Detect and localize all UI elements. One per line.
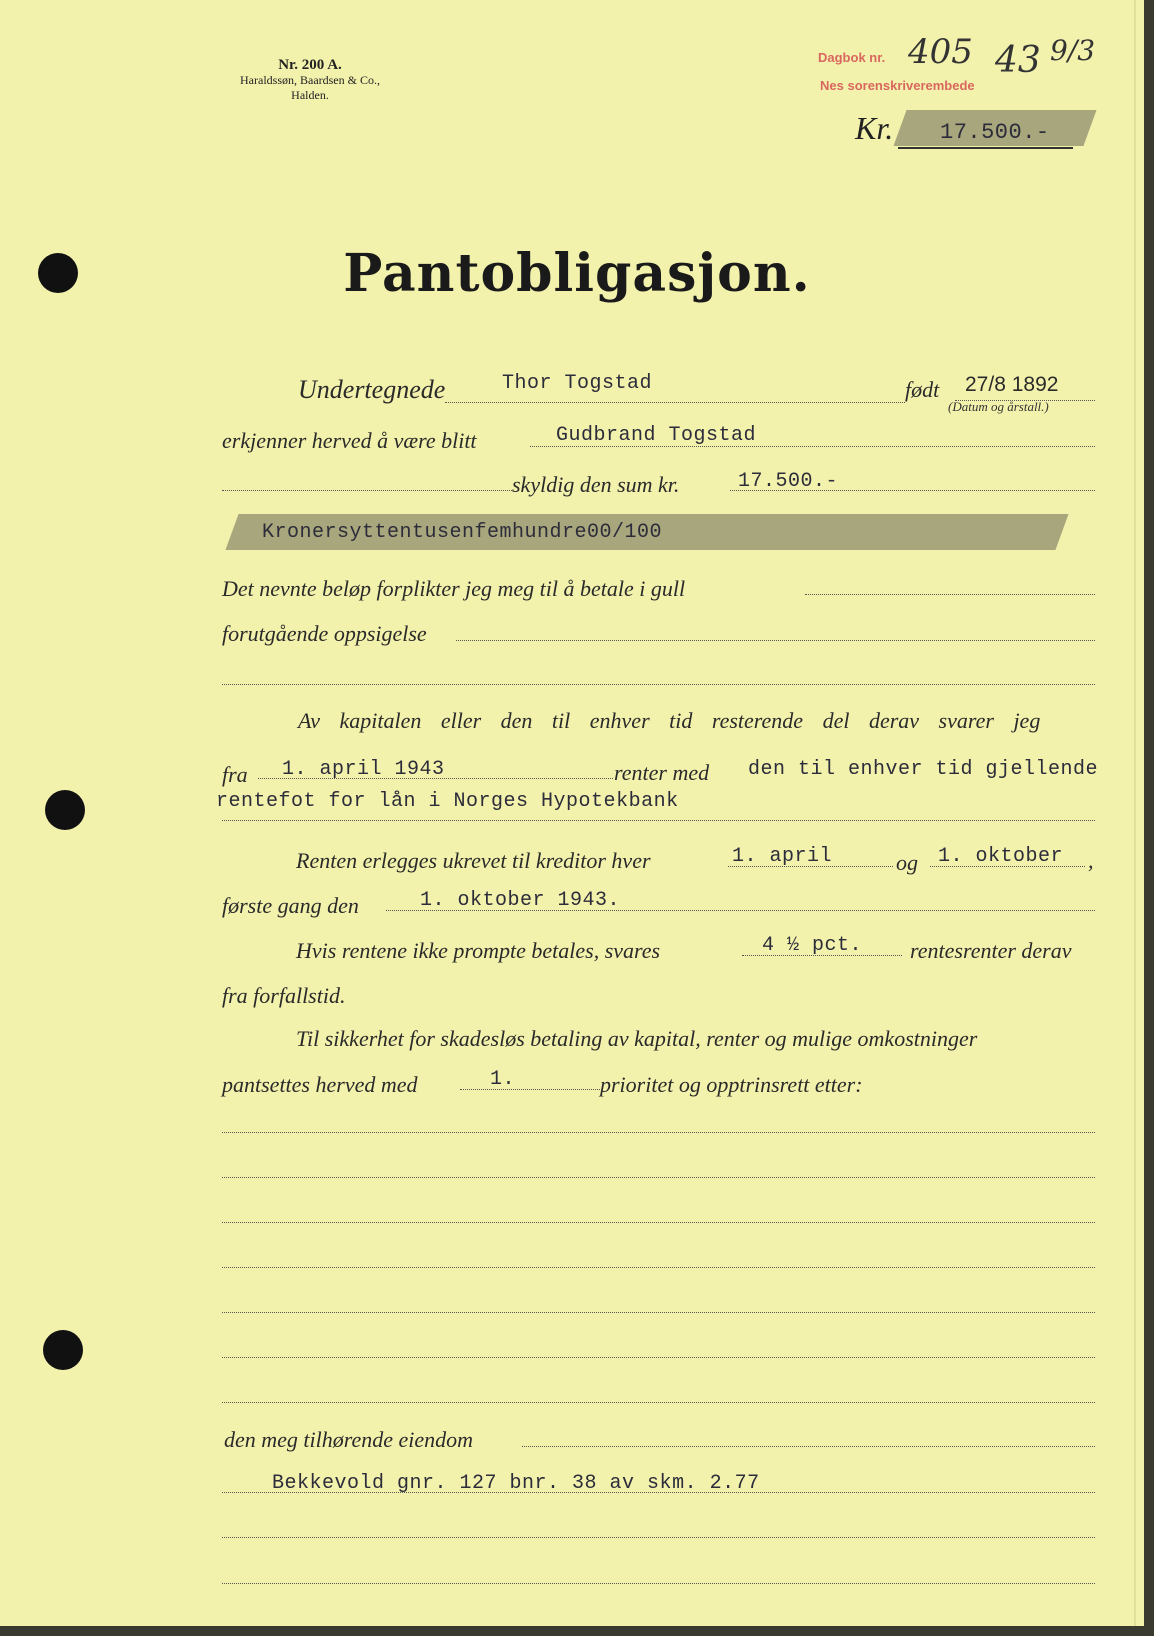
priority-value: 1. [490,1068,516,1091]
born-date: 27/8 1892 [965,373,1059,396]
blank-line-7 [222,1402,1095,1403]
pledge-label: pantsettes herved med [222,1072,418,1097]
priority-label: prioritet og opptrinsrett etter: [600,1072,863,1097]
blank-line-2 [222,1177,1095,1178]
first-date: 1. oktober 1943. [420,889,621,912]
printer-line-2: Halden. [291,88,329,102]
amount-underline [898,147,1073,149]
paid-date-1: 1. april [732,845,833,868]
renter-label: renter med [614,760,710,785]
blank-line-8 [222,1537,1095,1538]
debtor-label: Undertegnede [298,375,446,404]
late-dots [742,955,902,956]
paid-dots-2 [930,866,1085,867]
interest-intro: Av kapitalen eller den til enhver tid resterende del derav svarer jeg [298,708,1041,733]
payment-dots-3 [222,684,1095,685]
payment-dots-1 [805,594,1095,595]
form-number: Nr. 200 A. [278,57,342,73]
payment-dots-2 [456,640,1095,641]
sum-dots [730,490,1095,491]
blank-line-6 [222,1357,1095,1358]
printer-line-1: Haraldssøn, Baardsen & Co., [240,73,380,87]
sum-value: 17.500.- [738,470,839,493]
property-desc-dots [222,1492,1095,1493]
creditor-label: erkjenner herved å være blitt [222,428,477,453]
creditor-name: Gudbrand Togstad [556,424,757,447]
amount-value: 17.500.- [940,120,1050,145]
scan-edge-bottom [0,1626,1154,1636]
blank-line-4 [222,1267,1095,1268]
rate-desc-2: rentefot for lån i Norges Hypotekbank [216,790,679,813]
paid-label: Renten erlegges ukrevet til kreditor hver [296,848,651,873]
document-title: Pantobligasjon. [343,243,811,304]
late-label-2: rentesrenter derav [910,938,1072,963]
late-label: Hvis rentene ikke prompte betales, svares [296,938,661,963]
punch-hole-bottom [43,1330,83,1370]
late-rate: 4 ½ pct. [762,934,863,957]
amount-label: Kr. [855,110,894,146]
rate-desc-1: den til enhver tid gjellende [748,758,1099,781]
rate-dots [222,820,1095,821]
sum-in-words: Kronersyttentusenfemhundre00/100 [262,521,663,544]
sum-label: skyldig den sum kr. [512,472,680,497]
first-dots [386,910,1095,911]
from-dots [258,778,613,779]
payment-line-2: forutgående oppsigelse [222,621,427,646]
priority-dots [460,1089,600,1090]
blank-line-5 [222,1312,1095,1313]
blank-line-1 [222,1132,1095,1133]
sum-lead-dots [222,490,512,491]
from-date: 1. april 1943 [282,758,445,781]
paid-dots-1 [728,866,893,867]
stamp-line-2: Nes sorenskriverembede [820,78,975,93]
handwritten-number: 405 [908,32,973,72]
og-label: og [896,850,918,875]
printer-info [210,58,410,103]
paid-date-2: 1. oktober [938,845,1064,868]
born-hint: (Datum og årstall.) [948,399,1049,414]
handwritten-date: 9/3 [1050,34,1096,67]
from-label: fra [222,762,248,787]
blank-line-3 [222,1222,1095,1223]
paid-comma: , [1088,848,1094,873]
first-label: første gang den [222,893,359,918]
property-description: Bekkevold gnr. 127 bnr. 38 av skm. 2.77 [272,1472,760,1495]
property-dots [522,1446,1095,1447]
late-label-3: fra forfallstid. [222,983,346,1008]
security-line-1: Til sikkerhet for skadesløs betaling av kapital, renter og mulige omkostninger [296,1026,978,1051]
property-label: den meg tilhørende eiendom [224,1427,474,1452]
born-label: født [905,377,940,402]
payment-line-1: Det nevnte beløp forplikter jeg meg til å betale i gull [222,576,686,601]
blank-line-9 [222,1583,1095,1584]
debtor-name: Thor Togstad [502,372,653,395]
punch-hole-middle [45,790,85,830]
debtor-dots [445,402,905,403]
stamp-line-1: Dagbok nr. [818,50,886,65]
handwritten-year: 43 [995,40,1041,81]
